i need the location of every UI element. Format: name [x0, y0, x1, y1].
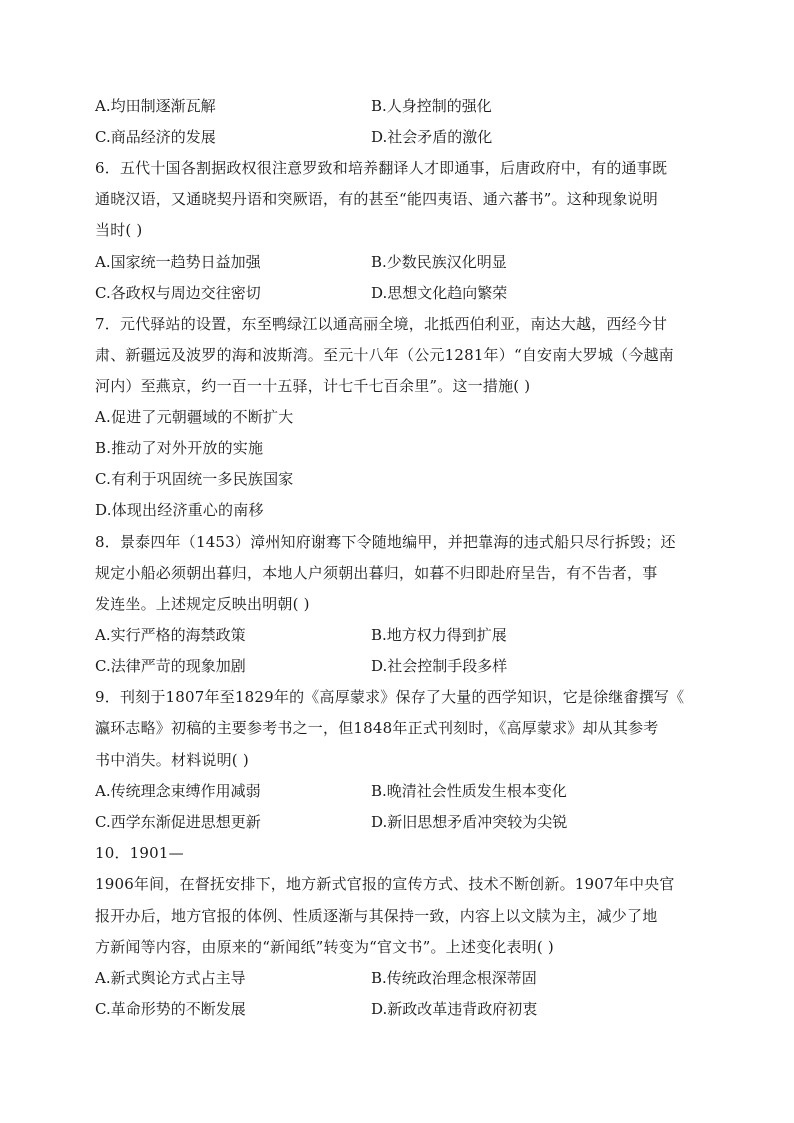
q10-stem-line-2: 1906年间，在督抚安排下，地方新式官报的宣传方式、技术不断创新。1907年中央官: [95, 875, 675, 893]
q10-stem-line-1: 10．1901—: [95, 844, 184, 862]
q6-option-row-1: [95, 252, 705, 272]
q5-option-row-2: [95, 127, 705, 147]
q6-stem-line-3: 当时( ): [95, 221, 143, 239]
q6-option-d[interactable]: D.思想文化趋向繁荣: [371, 284, 508, 302]
q9-stem-line-3: 书中消失。材料说明( ): [95, 751, 249, 769]
q8-stem-line-1: 8．景泰四年（1453）漳州知府谢骞下令随地编甲，并把靠海的违式船只尽行拆毁；还: [95, 533, 676, 551]
q7-option-b[interactable]: B.推动了对外开放的实施: [95, 439, 264, 457]
q10-option-a[interactable]: A.新式舆论方式占主导: [95, 969, 246, 987]
q7-stem-line-2: 肃、新疆远及波罗的海和波斯湾。至元十八年（公元1281年）“自安南大罗城（今越南: [95, 346, 674, 364]
q7-option-a[interactable]: A.促进了元朝疆域的不断扩大: [95, 408, 294, 426]
q8-option-b[interactable]: B.地方权力得到扩展: [371, 626, 507, 644]
q6-option-row-2: [95, 283, 705, 303]
q10-option-b[interactable]: B.传统政治理念根深蒂固: [371, 969, 537, 987]
q5-option-c[interactable]: C.商品经济的发展: [95, 128, 216, 146]
q9-stem-line-2: 瀛环志略》初稿的主要参考书之一，但1848年正式刊刻时，《高厚蒙求》却从其参考: [95, 719, 659, 737]
q5-option-b[interactable]: B.人身控制的强化: [371, 97, 492, 115]
q6-option-a[interactable]: A.国家统一趋势日益加强: [95, 253, 261, 271]
q6-stem-line-2: 通晓汉语，又通晓契丹语和突厥语，有的甚至“能四夷语、通六蕃书”。这种现象说明: [95, 190, 658, 208]
q8-option-c[interactable]: C.法律严苛的现象加剧: [95, 657, 246, 675]
q5-option-row-1: [95, 96, 705, 116]
q7-stem-line-1: 7．元代驿站的设置，东至鸭绿江以通高丽全境，北抵西伯利亚，南达大越，西经今甘: [95, 315, 668, 333]
q9-option-row-2: [95, 812, 705, 832]
q10-stem-line-3: 报开办后，地方官报的体例、性质逐渐与其保持一致，内容上以文牍为主，减少了地: [95, 907, 658, 925]
q10-option-row-2: [95, 999, 705, 1019]
q8-stem-line-3: 发连坐。上述规定反映出明朝( ): [95, 595, 310, 613]
q5-option-d[interactable]: D.社会矛盾的激化: [371, 128, 493, 146]
q8-stem-line-2: 规定小船必须朝出暮归，本地人户须朝出暮归，如暮不归即赴府呈告，有不告者，事: [95, 564, 658, 582]
q10-stem-line-4: 方新闻等内容，由原来的“新闻纸”转变为“官文书”。上述变化表明( ): [95, 938, 554, 956]
q9-option-a[interactable]: A.传统理念束缚作用减弱: [95, 782, 261, 800]
q8-option-row-1: [95, 625, 705, 645]
q8-option-d[interactable]: D.社会控制手段多样: [371, 657, 508, 675]
q9-stem-line-1: 9．刊刻于1807年至1829年的《高厚蒙求》保存了大量的西学知识，它是徐继畬撰写《: [95, 688, 685, 706]
q7-option-d[interactable]: D.体现出经济重心的南移: [95, 501, 264, 519]
q5-option-a[interactable]: A.均田制逐渐瓦解: [95, 97, 216, 115]
q9-option-b[interactable]: B.晚清社会性质发生根本变化: [371, 782, 567, 800]
q10-option-d[interactable]: D.新政改革违背政府初衷: [371, 1000, 538, 1018]
q6-stem-line-1: 6．五代十国各割据政权很注意罗致和培养翻译人才即通事，后唐政府中，有的通事既: [95, 159, 668, 177]
q6-option-b[interactable]: B.少数民族汉化明显: [371, 253, 507, 271]
q8-option-a[interactable]: A.实行严格的海禁政策: [95, 626, 246, 644]
q8-option-row-2: [95, 656, 705, 676]
q9-option-row-1: [95, 781, 705, 801]
q7-stem-line-3: 河内）至燕京，约一百一十五驿，计七千七百余里”。这一措施( ): [95, 377, 531, 395]
q10-option-row-1: [95, 968, 705, 988]
q7-option-c[interactable]: C.有利于巩固统一多民族国家: [95, 470, 294, 488]
q9-option-c[interactable]: C.西学东渐促进思想更新: [95, 813, 261, 831]
q10-option-c[interactable]: C.革命形势的不断发展: [95, 1000, 246, 1018]
q6-option-c[interactable]: C.各政权与周边交往密切: [95, 284, 261, 302]
q9-option-d[interactable]: D.新旧思想矛盾冲突较为尖锐: [371, 813, 568, 831]
